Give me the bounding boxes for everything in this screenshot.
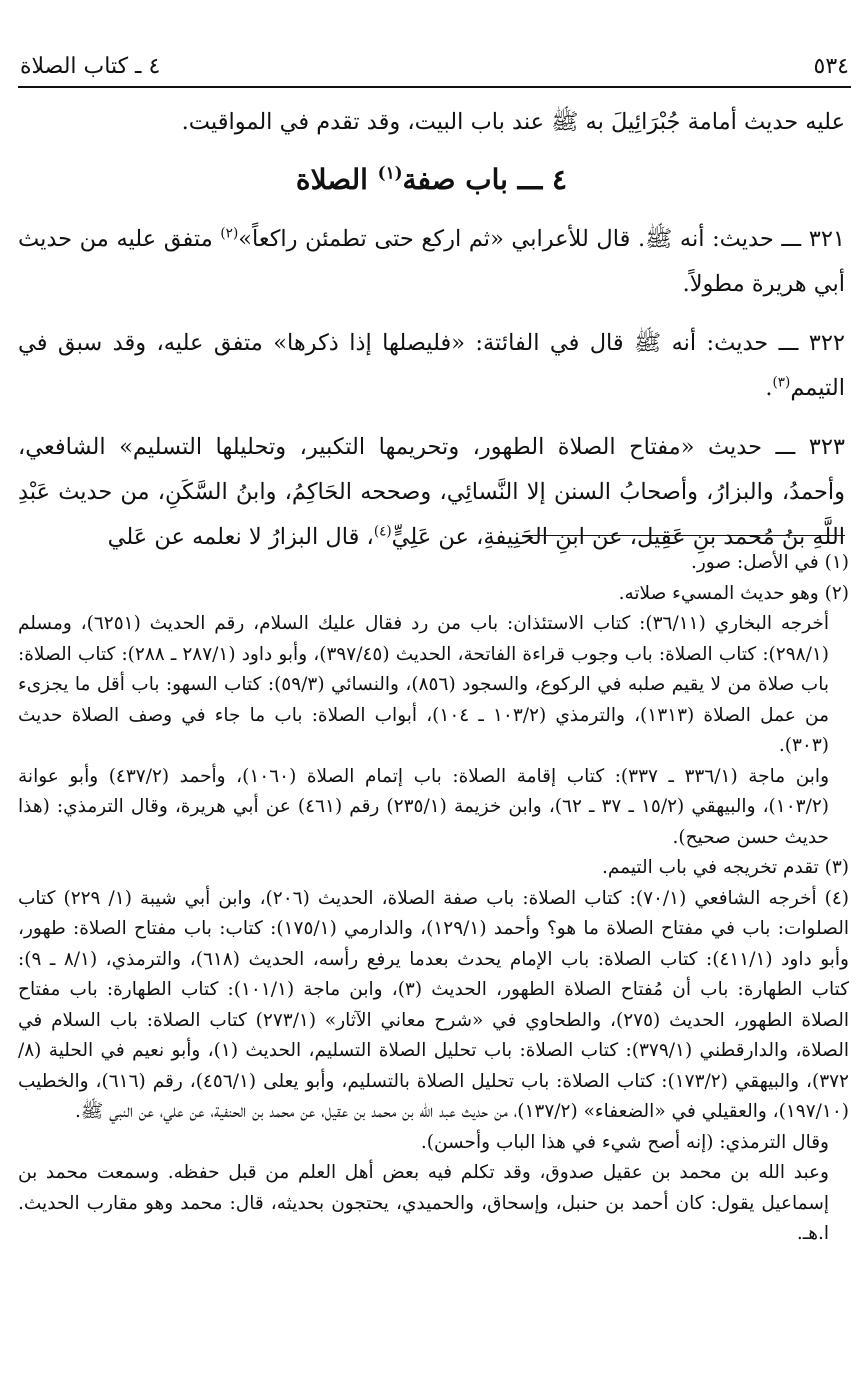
hadith-321-text: ٣٢١ ـــ حديث: أنه ﷺ. قال للأعرابي «ثم اركع حتى تطمئن راكعاً» bbox=[238, 226, 845, 252]
footnote-2: (٢) وهو حديث المسيء صلاته. bbox=[618, 582, 849, 604]
main-text bbox=[18, 100, 845, 560]
hadith-322-text: ٣٢٢ ـــ حديث: أنه ﷺ قال في الفائتة: «فليصلها إذا ذكرها» متفق عليه، وقد سبق في التيمم bbox=[18, 330, 845, 401]
footnote-4-detail: وقال الترمذي: (إنه أصح شيء في هذا الباب وأحسن). bbox=[420, 1131, 829, 1153]
hadith-323 bbox=[18, 425, 845, 560]
footnote-4-detail-2: وعبد الله بن محمد بن عقيل صدوق، وقد تكلم فيه بعض أهل العلم من قبل حفظه. وسمعت محمد بن إسماعيل يقول: كان أحمد بن حنبل، وإسحاق، والحميدي، يحتجون بحديثه، قال: محمد وهو مقارب الحديث. ا.هـ. bbox=[18, 1162, 829, 1244]
footnote-2-detail-2: وابن ماجة (٣٣٦/١ ـ ٣٣٧): كتاب إقامة الصلاة: باب إتمام الصلاة (١٠٦٠)، وأحمد (٤٣٧/٢) وأبو عوانة (١٠٣/٢)، والبيهقي (١٥/٢ ـ ٣٧ ـ ٦٢)، وابن خزيمة (٢٣٥/١) رقم (٤٦١) عن أبي هريرة، وقال الترمذي: (هذا حديث حسن صحيح). bbox=[18, 765, 829, 848]
hadith-322-end: . bbox=[765, 375, 773, 401]
intro-paragraph: عليه حديث أمامة جُبْرَائِيلَ به ﷺ عند باب البيت، وقد تقدم في المواقيت. bbox=[181, 109, 845, 135]
footnote-separator bbox=[525, 535, 845, 536]
hadith-321 bbox=[18, 217, 845, 307]
footnotes bbox=[18, 548, 849, 1250]
footnote-ref: (٢) bbox=[220, 225, 239, 242]
page-number: ٥٣٤ bbox=[813, 54, 849, 79]
footnote-1: (١) في الأصل: صور. bbox=[690, 552, 849, 573]
hadith-323-end: ، قال البزارُ لا نعلمه عن عَلي bbox=[107, 524, 374, 550]
footnote-4: (٤) أخرجه الشافعي (٧٠/١): كتاب الصلاة: باب صفة الصلاة، الحديث (٢٠٦)، وابن أبي شيبة (١/ ٢٢٩) كتاب الصلوات: باب في مفتاح الصلاة ما هو؟ وأحمد (١٢٩/١)، والدارمي (١٧٥/١): كتاب: باب مفتاح الصلاة: طهور، وأبو داود (٤١١/١): كتاب الصلاة: باب الإمام يحدث بعدما يرفع رأسه، الحديث (٦١٨)، والترمذي، (٨/١ ـ ٩): كتاب الطهارة: باب أن مُفتاح الصلاة الطهور، الحديث (٣)، وابن ماجة (١٠١/١): كتاب الطهارة: باب مفتاح الصلاة الطهور، الحديث (٢٧٥)، والطحاوي في «شرح معاني الآثار» (٢٧٣/١) كتاب الصلاة: باب السلام في الصلاة، والدارقطني (٣٧٩/١): كتاب الصلاة: باب تحليل الصلاة التسليم، الحديث (١)، وأبو نعيم في الحلية (٨/ ٣٧٢)، والبيهقي (١٧٣/٢): كتاب الصلاة: باب تحليل الصلاة بالتسليم، وأبو يعلى (٤٥٦/١)، رقم (٦١٦)، والخطيب (١٩٧/١٠)، والعقيلي في «الضعفاء» (١٣٧/٢)، من حديث عبد الله بن محمد بن عقيل، عن محمد بن الحنفية، عن علي، عن النبي ﷺ. bbox=[18, 887, 849, 1122]
hadith-323-text: ٣٢٣ ـــ حديث «مفتاح الصلاة الطهور، وتحريمها التكبير، وتحليلها التسليم» الشافعي، وأحمدُ، والبزارُ، وأصحابُ السنن إلا النَّسائِي، وصححه الحَاكِمُ، وابنُ السَّكَنِ، من حديث عَبْدِ اللَّهِ بنُ مُحمد بنِ عَقِيل، عن ابنِ الحَنِيفةِ، عن عَلِيٍّ bbox=[18, 434, 845, 550]
footnote-ref: (٤) bbox=[373, 523, 392, 540]
page-header bbox=[18, 52, 851, 88]
running-title: ٤ ـ كتاب الصلاة bbox=[20, 54, 161, 79]
footnote-ref: (١) bbox=[377, 162, 403, 183]
chapter-title bbox=[18, 157, 845, 203]
footnote-ref: (٣) bbox=[772, 374, 791, 391]
footnote-3: (٣) تقدم تخريجه في باب التيمم. bbox=[601, 857, 849, 878]
hadith-321-end: متفق عليه من حديث أبي هريرة مطولاً. bbox=[18, 226, 845, 297]
chapter-title-end: الصلاة bbox=[295, 163, 378, 196]
chapter-title-text: ٤ ـــ باب صفة bbox=[402, 163, 568, 196]
footnote-2-detail: أخرجه البخاري (٣٦/١١): كتاب الاستئذان: باب من رد فقال عليك السلام، رقم الحديث (٦٢٥١)، ومسلم (٢٩٨/١): كتاب الصلاة: باب وجوب قراءة الفاتحة، الحديث (٣٩٧/٤٥)، وأبو داود (٢٨٧/١ ـ ٢٨٨): كتاب الصلاة: باب صلاة من لا يقيم صلبه في الركوع، والسجود (٨٥٦)، والنسائي (٥٩/٣): كتاب السهو: باب أقل ما يجزىء من عمل الصلاة (١٣١٣)، والترمذي (١٠٣/٢ ـ ١٠٤)، أبواب الصلاة: باب ما جاء في وصف الصلاة حديث (٣٠٣). bbox=[18, 613, 830, 756]
hadith-322 bbox=[18, 321, 845, 411]
